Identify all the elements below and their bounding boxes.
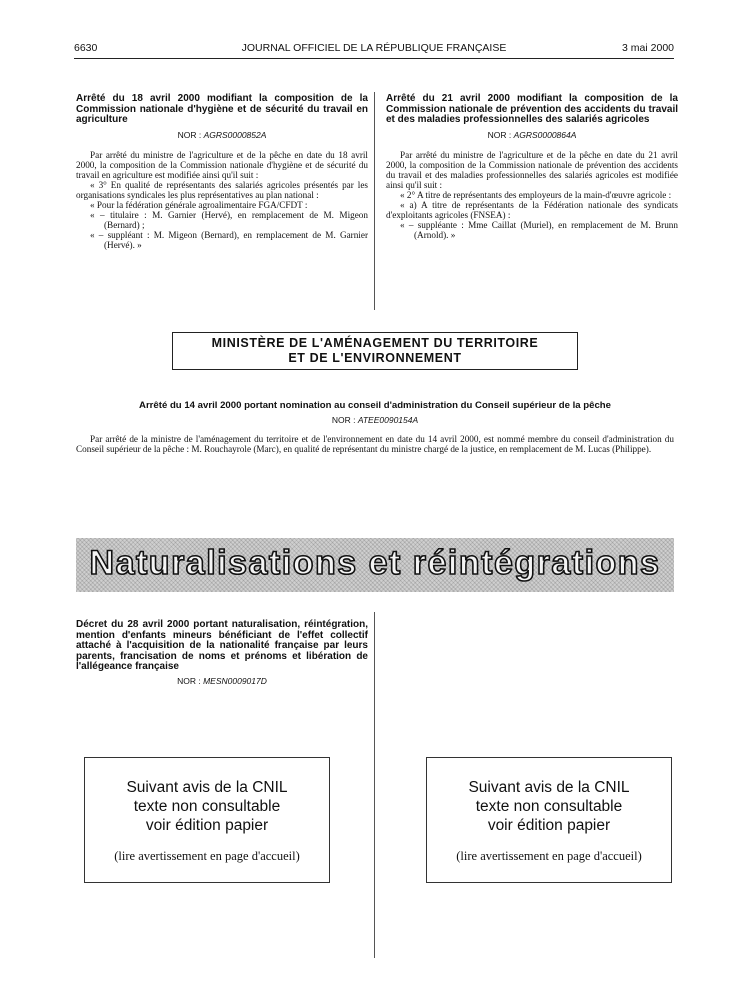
page-number: 6630	[74, 42, 98, 54]
cnil-warning: (lire avertissement en page d'accueil)	[456, 849, 642, 863]
paragraph: « Pour la fédération générale agroalimentaire FGA/CFDT :	[90, 199, 308, 210]
cnil-line-2: texte non consultable	[133, 798, 281, 815]
list-item: « – suppléant : M. Migeon (Bernard), en remplacement de M. Garnier (Hervé). »	[90, 229, 368, 250]
paragraph: « 3° En qualité de représentants des salariés agricoles présentés par les organisations syndicales les plus représentatives au plan national :	[76, 179, 368, 200]
ministry-line-1: MINISTÈRE DE L'AMÉNAGEMENT DU TERRITOIRE	[211, 336, 539, 350]
nor-reference	[76, 676, 368, 686]
article-title: Arrêté du 18 avril 2000 modifiant la composition de la Commission nationale d'hygiène et de sécurité du travail en agriculture	[76, 93, 368, 125]
article-body	[76, 434, 674, 454]
decret-naturalisation	[76, 620, 368, 696]
nor-label: NOR :	[177, 675, 201, 686]
nor-reference	[76, 415, 674, 425]
ministry-line-2: ET DE L'ENVIRONNEMENT	[288, 351, 462, 365]
cnil-warning: (lire avertissement en page d'accueil)	[114, 849, 300, 863]
cnil-line-3: voir édition papier	[145, 817, 269, 834]
cnil-notice-left	[84, 757, 330, 883]
cnil-line-1: Suivant avis de la CNIL	[126, 779, 288, 796]
paragraph: « 2° A titre de représentants des employeurs de la main-d'œuvre agricole :	[400, 189, 672, 200]
decret-title: Décret du 28 avril 2000 portant naturalisation, réintégration, mention d'enfants mineurs bénéficiant de l'effet collectif attaché à l'acquisition de la nationalité française par leurs parents, francisation de noms et prénoms et libération de l'allégeance française	[76, 619, 368, 672]
article-hygiene-securite	[76, 94, 368, 250]
article-prevention-accidents	[386, 94, 678, 240]
nor-reference	[76, 130, 368, 140]
ministry-heading	[172, 332, 578, 370]
article-title: Arrêté du 21 avril 2000 modifiant la composition de la Commission nationale de prévention des accidents du travail et des maladies professionnelles des salariés agricoles	[386, 93, 678, 125]
column-divider-bottom	[374, 612, 375, 958]
cnil-notice-right	[426, 757, 672, 883]
article-body	[386, 150, 678, 240]
section-banner	[76, 538, 674, 592]
column-divider-top	[374, 92, 375, 310]
page-header	[74, 42, 674, 58]
journal-title: JOURNAL OFFICIEL DE LA RÉPUBLIQUE FRANÇAISE	[241, 42, 507, 54]
header-rule	[74, 58, 674, 59]
list-item: « – titulaire : M. Garnier (Hervé), en remplacement de M. Migeon (Bernard) ;	[90, 209, 368, 230]
paragraph: « a) A titre de représentants de la Fédération nationale des syndicats d'exploitants agricoles (FNSEA) :	[386, 199, 678, 220]
paragraph: Par arrêté du ministre de l'agriculture et de la pêche en date du 21 avril 2000, la composition de la Commission nationale de prévention des accidents du travail et des maladies professionnelles des salariés agricoles est modifiée ainsi qu'il suit :	[386, 149, 678, 190]
article-body	[76, 150, 368, 250]
nor-code: MESN0009017D	[203, 675, 267, 686]
nor-code: AGRS0000852A	[203, 129, 267, 140]
cnil-line-2: texte non consultable	[475, 798, 623, 815]
section-banner-title: Naturalisations et réintégrations	[89, 544, 661, 582]
nor-label: NOR :	[331, 415, 356, 425]
nor-reference	[386, 130, 678, 140]
nor-code: ATEE0090154A	[357, 415, 419, 425]
paragraph: Par arrêté de la ministre de l'aménagement du territoire et de l'environnement en date du 14 avril 2000, est nommé membre du conseil d'administration du Conseil supérieur de la pêche : M. Rouchayrole (Marc), en qualité de représentant du ministre chargé de la justice, en remplacement de M. Lucas (Philippe).	[76, 434, 674, 454]
issue-date: 3 mai 2000	[622, 42, 674, 54]
cnil-line-1: Suivant avis de la CNIL	[468, 779, 630, 796]
article-title-conseil-peche: Arrêté du 14 avril 2000 portant nomination au conseil d'administration du Conseil supérieur de la pêche	[139, 400, 611, 411]
nor-label: NOR :	[487, 129, 512, 140]
list-item: « – suppléante : Mme Caillat (Muriel), en remplacement de M. Brunn (Arnold). »	[400, 219, 678, 240]
nor-label: NOR :	[177, 129, 202, 140]
cnil-line-3: voir édition papier	[487, 817, 611, 834]
paragraph: Par arrêté du ministre de l'agriculture et de la pêche en date du 18 avril 2000, la composition de la Commission nationale d'hygiène et de sécurité du travail en agriculture est modifiée ainsi qu'il suit :	[76, 149, 368, 180]
nor-code: AGRS0000864A	[513, 129, 577, 140]
